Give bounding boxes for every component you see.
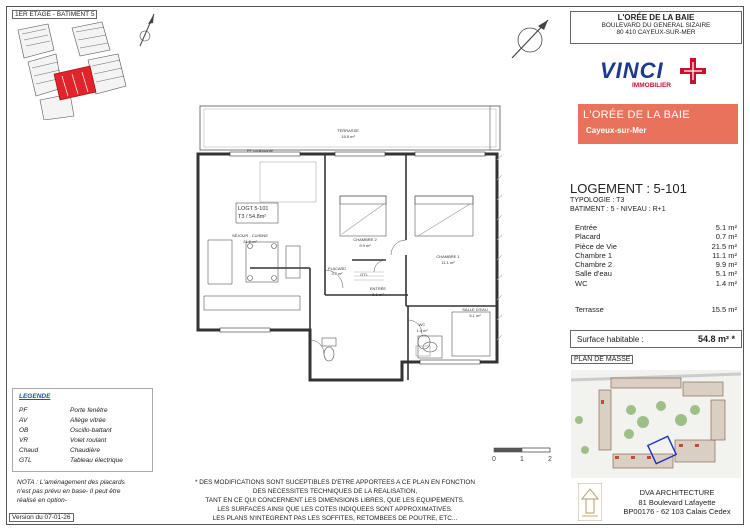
project-address-line2: 80 410 CAYEUX-SUR-MER — [616, 29, 696, 36]
legend-desc: Porte fenêtre — [70, 407, 108, 414]
room-row — [575, 242, 740, 251]
vinci-wordmark: VINCI — [600, 58, 664, 83]
room-row — [575, 232, 740, 241]
entree-area: 5.1 m² — [372, 292, 384, 297]
legend-desc: Oscillo-battant — [70, 427, 112, 434]
terrasse-name: TERRASSE — [337, 128, 359, 133]
room-row — [575, 223, 740, 232]
room-row — [575, 269, 740, 278]
room-row — [575, 279, 740, 288]
site-plan — [571, 370, 741, 478]
nota-line2: n'est pas prévu en base- Il peut être — [17, 488, 121, 495]
entree-name: ENTRÉE — [369, 286, 387, 291]
disclaimer — [190, 478, 480, 523]
disclaimer-line: DES NECESSITES TECHNIQUES DE LA REALISATION, — [252, 488, 418, 495]
plan-masse-label: PLAN DE MASSE — [571, 355, 633, 364]
room-area: 1.4 m² — [715, 278, 737, 288]
chambre2-name: CHAMBRE 2 — [353, 237, 377, 242]
room-area: 9.9 m² — [715, 260, 737, 270]
room-area: 5.1 m² — [715, 269, 737, 279]
logt-label: LOGT 5-101 — [238, 206, 269, 212]
room-area: 5.1 m² — [715, 223, 737, 232]
architect-block — [612, 488, 742, 517]
project-address-line1: BOULEVARD DU GENERAL SIZAIRE — [601, 21, 711, 29]
legend-desc: Allège vitrée — [70, 417, 106, 424]
legend-code: PF — [19, 407, 28, 414]
north-arrow-icon — [136, 10, 158, 50]
architect-name: DVA ARCHITECTURE — [639, 488, 715, 497]
scale-tick-1: 1 — [520, 456, 524, 463]
room-name: Placard — [575, 232, 601, 242]
room-name: Pièce de Vie — [575, 241, 617, 251]
vinci-cross-icon — [680, 58, 706, 84]
sde-area: 5.1 m² — [469, 313, 481, 318]
logement-title: LOGEMENT : 5-101 — [570, 181, 687, 196]
room-area: 21.5 m² — [711, 241, 737, 251]
disclaimer-line: TANT EN CE QUI CONCERNENT LES DIMENSIONS LIBRES, QUE LES EQUIPEMENTS. — [205, 497, 465, 504]
legend-desc: Tableau électrique — [70, 457, 123, 464]
logement-typologie: TYPOLOGIE : T3 — [570, 197, 625, 204]
placard-area: 0.7 m² — [331, 272, 343, 276]
architect-address2: BP00176 - 62 103 Calais Cedex — [623, 507, 731, 516]
brand-banner — [578, 104, 738, 144]
room-area: 11.1 m² — [712, 250, 737, 260]
nota-line1: NOTA : L'aménagement des placards — [17, 479, 125, 486]
project-address-block — [570, 11, 742, 44]
legend-code: OB — [19, 427, 29, 434]
terrasse-area: 15.5 m² — [341, 134, 355, 139]
key-plan — [10, 10, 132, 120]
legend-code: AV — [19, 417, 28, 424]
vinci-logo — [600, 58, 710, 98]
brand-line1: L'ORÉE DE LA BAIE — [583, 109, 690, 121]
project-name: L'ORÉE DE LA BAIE — [617, 13, 695, 22]
legend-desc: Volet roulant — [70, 437, 107, 444]
chambre1-name: CHAMBRE 1 — [436, 254, 460, 259]
logement-block — [570, 182, 742, 214]
vinci-sub: IMMOBILIER — [632, 82, 671, 89]
scale-tick-2: 2 — [548, 456, 552, 463]
legend-code: VR — [19, 437, 29, 444]
room-name: Salle d'eau — [575, 269, 612, 279]
terrasse-value: 15.5 m² — [711, 305, 737, 314]
version-label: Version du 07-01-26 — [9, 513, 74, 522]
pf-label: PF coulissante — [246, 148, 274, 153]
room-name: Entrée — [575, 223, 598, 232]
legend-code: GTL — [19, 457, 32, 464]
scale-bar — [490, 446, 555, 466]
disclaimer-line: * DES MODIFICATIONS SONT SUCEPTIBLES D'ETRE APPORTEES A CE PLAN EN FONCTION — [195, 479, 475, 486]
floor-plan — [190, 100, 510, 382]
gtl-label: GTL — [360, 273, 368, 277]
chambre1-area: 11.1 m² — [441, 260, 455, 265]
nota — [17, 478, 152, 505]
architect-address1: 81 Boulevard Lafayette — [638, 497, 716, 507]
architect-logo — [578, 483, 602, 521]
legend — [12, 388, 153, 472]
legend-code: Chaud — [19, 447, 39, 454]
terrasse-row — [575, 305, 740, 314]
wc-area: 1.4 m² — [416, 328, 428, 333]
legend-desc: Chaudière — [70, 447, 100, 454]
room-area: 0.7 m² — [715, 232, 737, 242]
scale-tick-0: 0 — [492, 456, 496, 463]
room-row — [575, 251, 740, 260]
room-areas-list — [575, 223, 740, 288]
surface-value: 54.8 m² * — [697, 334, 735, 344]
chambre2-area: 9.9 m² — [359, 243, 371, 248]
room-row — [575, 260, 740, 269]
surface-label: Surface habitable : — [577, 335, 644, 344]
legend-title: LEGENDE — [19, 393, 51, 400]
nota-line3: réalisé en option- — [17, 497, 67, 504]
surface-habitable — [570, 330, 742, 348]
wc-name: WC — [418, 322, 426, 327]
sejour-name: SÉJOUR - CUISINE — [231, 233, 269, 238]
room-name: Chambre 1 — [575, 250, 613, 260]
terrasse-label: Terrasse — [575, 305, 604, 314]
keyplan-label: 1ER ETAGE - BATIMENT 5 — [12, 10, 97, 19]
logt-type: T3 / 54.8m² — [238, 214, 267, 220]
room-name: Chambre 2 — [575, 260, 613, 270]
disclaimer-line: LES SURFACES AINSI QUE LES COTES INDIQUEES SONT APPROXIMATIVES. — [217, 506, 453, 513]
room-name: WC — [575, 278, 588, 288]
compass-icon — [506, 14, 552, 62]
sde-name: SALLE D'EAU — [462, 307, 488, 312]
logement-batiment: BATIMENT : 5 - NIVEAU : R+1 — [570, 206, 666, 213]
placard-name: PLACARD — [328, 267, 346, 271]
sejour-area: 21.5 m² — [243, 239, 257, 244]
brand-line2: Cayeux-sur-Mer — [586, 126, 647, 135]
disclaimer-line: LES PLANS N'INTEGRENT PAS LES SOFFITES, RETOMBEES DE POUTRE, ETC... — [212, 515, 458, 522]
